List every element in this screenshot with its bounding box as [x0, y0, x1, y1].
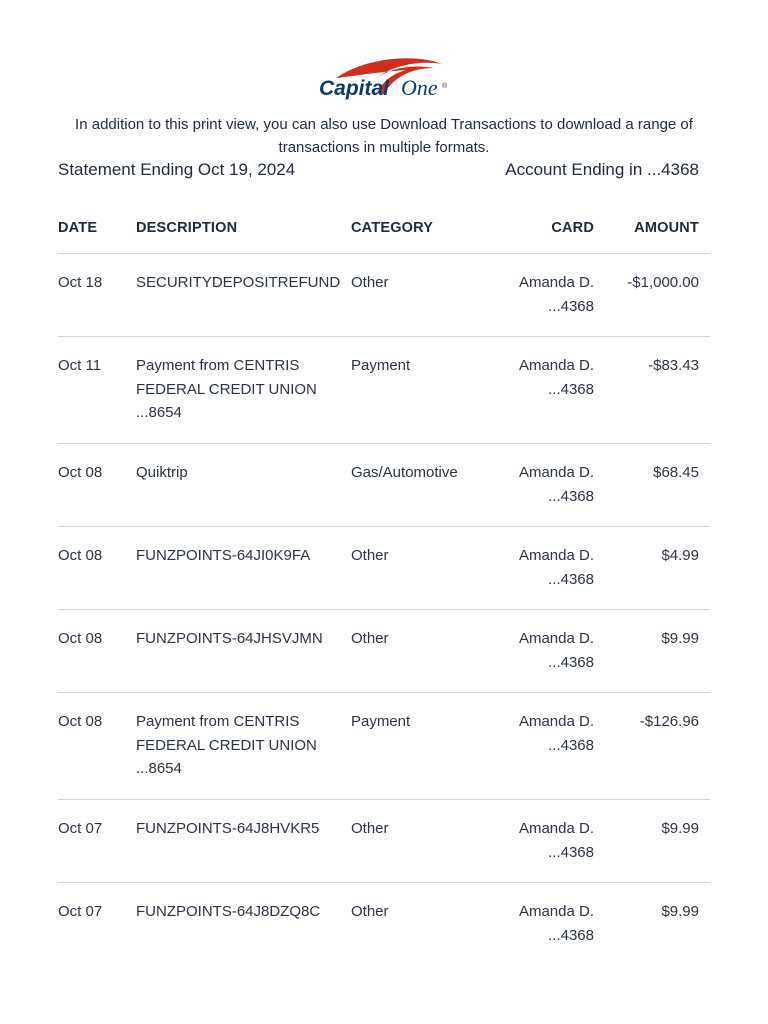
- row-category: Other: [351, 820, 389, 837]
- row-category: Other: [351, 903, 389, 920]
- row-card: [474, 817, 594, 864]
- row-category: Other: [351, 630, 389, 647]
- row-category: Other: [351, 547, 389, 564]
- header-date: DATE: [58, 220, 98, 236]
- row-card: [474, 461, 594, 508]
- card-holder: Amanda D.: [518, 630, 594, 647]
- row-description: [136, 627, 336, 651]
- row-category: Other: [351, 274, 389, 291]
- card-holder: Amanda D.: [518, 464, 594, 481]
- download-notice: In addition to this print view, you can also use Download Transactions to download a range of transactions in multiple formats.: [75, 116, 693, 156]
- logo-text-one: One: [401, 75, 438, 100]
- row-description: [136, 710, 336, 781]
- header-category: CATEGORY: [351, 220, 434, 236]
- statement-summary: [58, 158, 699, 182]
- card-holder: Amanda D.: [518, 274, 594, 291]
- description-line: Quiktrip: [136, 464, 188, 481]
- row-date: Oct 11: [58, 357, 102, 374]
- row-card: [474, 271, 594, 318]
- capital-one-logo: [318, 58, 452, 108]
- row-description: [136, 354, 336, 425]
- table-row: [58, 610, 710, 693]
- logo-registered-mark: ®: [442, 83, 448, 90]
- description-line: FUNZPOINTS-64JI0K9FA: [136, 547, 311, 564]
- row-description: [136, 900, 336, 924]
- card-holder: Amanda D.: [518, 820, 594, 837]
- card-holder: Amanda D.: [518, 903, 594, 920]
- card-holder: Amanda D.: [518, 357, 594, 374]
- description-line: ...8654: [136, 404, 182, 421]
- card-number: ...4368: [548, 570, 594, 588]
- card-number: ...4368: [548, 653, 594, 671]
- row-amount: $9.99: [661, 820, 699, 837]
- row-amount: $68.45: [653, 464, 699, 481]
- row-card: [474, 354, 594, 401]
- row-description: [136, 461, 336, 485]
- card-holder: Amanda D.: [518, 547, 594, 564]
- logo-text-capital: Capital: [319, 77, 390, 100]
- description-line: FEDERAL CREDIT UNION: [136, 380, 317, 398]
- table-row: [58, 337, 710, 444]
- header-amount: AMOUNT: [634, 220, 699, 236]
- row-date: Oct 07: [58, 903, 103, 920]
- row-card: [474, 710, 594, 757]
- row-date: Oct 08: [58, 713, 103, 730]
- description-line: SECURITYDEPOSITREFUND: [136, 274, 341, 291]
- row-category: Payment: [351, 357, 411, 374]
- table-row: [58, 444, 710, 527]
- statement-ending-date: Statement Ending Oct 19, 2024: [58, 160, 296, 179]
- row-amount: $4.99: [661, 547, 699, 564]
- description-line: Payment from CENTRIS: [136, 357, 300, 374]
- card-number: ...4368: [548, 297, 594, 315]
- account-ending: Account Ending in ...4368: [505, 160, 699, 179]
- card-number: ...4368: [548, 843, 594, 861]
- description-line: Payment from CENTRIS: [136, 713, 300, 730]
- row-amount: -$126.96: [639, 713, 699, 730]
- table-row: [58, 693, 710, 800]
- transactions-table: [58, 212, 710, 965]
- row-date: Oct 08: [58, 630, 103, 647]
- table-row: [58, 800, 710, 883]
- row-date: Oct 08: [58, 464, 103, 481]
- row-amount: -$83.43: [648, 357, 699, 374]
- card-number: ...4368: [548, 380, 594, 398]
- row-description: [136, 817, 336, 841]
- card-number: ...4368: [548, 926, 594, 944]
- row-amount: $9.99: [661, 630, 699, 647]
- row-amount: $9.99: [661, 903, 699, 920]
- capital-one-logo-svg: [318, 58, 452, 108]
- row-description: [136, 544, 336, 568]
- card-holder: Amanda D.: [518, 713, 594, 730]
- description-line: FUNZPOINTS-64JHSVJMN: [136, 630, 323, 647]
- row-card: [474, 900, 594, 947]
- table-header: [58, 212, 710, 254]
- table-row: [58, 254, 710, 337]
- description-line: ...8654: [136, 760, 182, 777]
- row-date: Oct 08: [58, 547, 103, 564]
- row-category: Payment: [351, 713, 411, 730]
- row-date: Oct 18: [58, 274, 103, 291]
- description-line: FUNZPOINTS-64J8DZQ8C: [136, 903, 321, 920]
- table-row: [58, 883, 710, 965]
- description-line: FUNZPOINTS-64J8HVKR5: [136, 820, 320, 837]
- header-description: DESCRIPTION: [136, 220, 238, 236]
- row-card: [474, 544, 594, 591]
- table-row: [58, 527, 710, 610]
- header-card: CARD: [551, 220, 594, 236]
- row-description: [136, 271, 341, 295]
- description-line: FEDERAL CREDIT UNION: [136, 736, 317, 754]
- row-category: Gas/Automotive: [351, 464, 458, 481]
- card-number: ...4368: [548, 487, 594, 505]
- row-card: [474, 627, 594, 674]
- row-amount: -$1,000.00: [627, 274, 699, 291]
- row-date: Oct 07: [58, 820, 103, 837]
- card-number: ...4368: [548, 736, 594, 754]
